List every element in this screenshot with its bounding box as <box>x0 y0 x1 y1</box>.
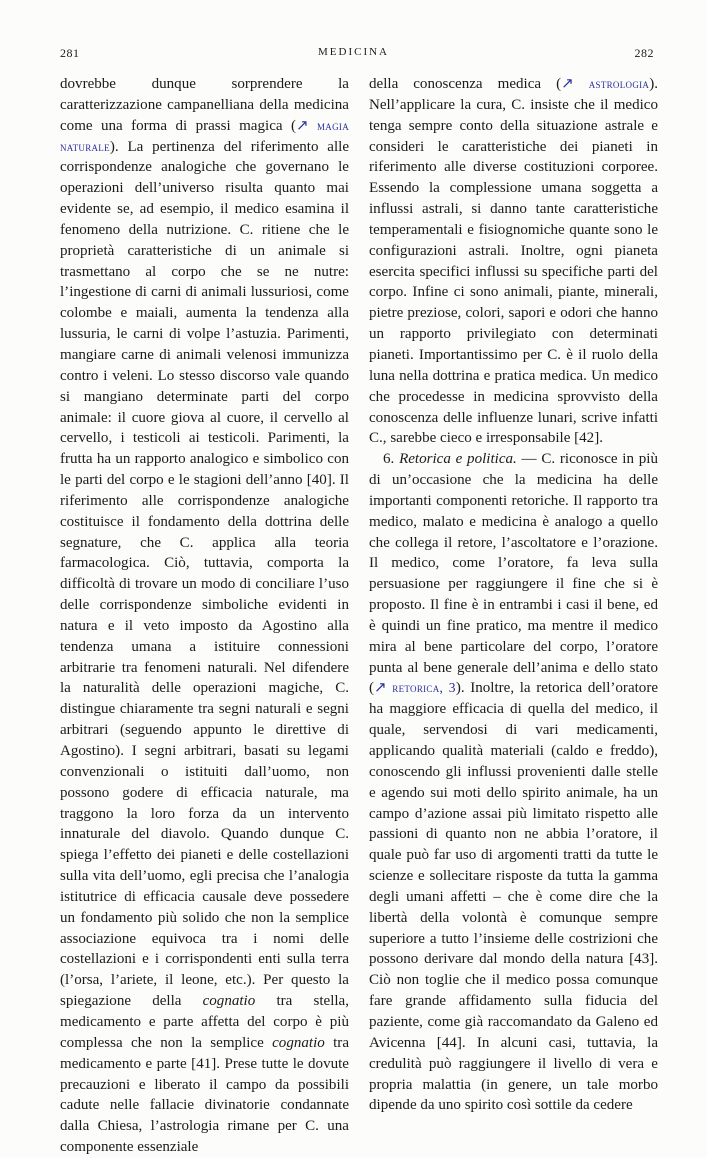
text-run: ). Nell’applicare la cura, C. insiste che il medico tenga sempre conto della situazione astrale e consideri le caratteristiche dei pianeti in riferimento alle diverse costituzioni corporee. Essendo la complessione umana soggetta a influssi astrali, si danno tante caratteristiche temperamentali e fisiognomiche quante sono le configurazioni astrali. Inoltre, ogni pianeta esercita specifici influssi su specifiche parti del corpo. Infine ci sono animali, piante, minerali, pietre preziose, colori, sapori e odori che hanno un rapporto privilegiato con determinati pianeti. Importantissimo per C. è il ruolo della luna nella dottrina e pratica medica. Un medico che procedesse in medicina sprovvisto della conoscenza delle influenze lunari, scrive infatti C., sarebbe cieco e irresponsabile [42]. <box>369 76 658 447</box>
section-number: 6. <box>383 451 395 468</box>
text-run: dovrebbe dunque sorprendere la caratterizzazione campanelliana della medicina come una forma di prassi magica ( <box>60 76 349 134</box>
arrow-icon: ↗ <box>374 680 387 697</box>
text-run: — C. riconosce in più di un’occasione che la medicina ha delle importanti componenti retoriche. Il rapporto tra medico, malato e medicina è analogo a quello che collega il retore, l’ascoltatore e l’orazione. Il medico, come l’oratore, fa leva sulla persuasione per raggiungere il fine che si è proposto. Il fine è in entrambi i casi il bene, ed è quindi un fine pratico, ma mentre il medico mira al bene particolare del corpo, l’oratore punta al bene generale dell’anima e dello stato ( <box>369 451 658 697</box>
text-run: tra stella, medicamento e parte affetta del corpo è più complessa che non la semplice <box>60 993 349 1051</box>
arrow-icon: ↗ <box>295 117 309 134</box>
cross-reference-link[interactable]: retorica, 3 <box>392 680 456 696</box>
page-number-left: 281 <box>60 46 80 60</box>
right-paragraph <box>369 74 658 449</box>
text-run: ). La pertinenza del riferimento alle corrispondenze analogiche che governano le operazioni dell’universo risulta quanto mai evidente se, ad esempio, il medico esamina il fenomeno della nutrizione. C. ritiene che le proprietà caratteristiche di un animale si trasmettano al corpo che se ne nutre: l’ingestione di carni di animali lussuriosi, come colombe e maiali, aumenta la tendenza alla lussuria, le carni di volpe l’astuzia. Parimenti, mangiare carne di animali velenosi immunizza contro i veleni. Lo stesso discorso vale quando si mangiano determinate parti del corpo animale: il cuore giova al cuore, il cervello al cervello, i testicoli ai testicoli. Parimenti, la frutta ha un rapporto analogico e simbolico con le parti del corpo e le stagioni dell’anno [40]. Il riferimento alle corrispondenze analogiche costituisce il fondamento della dottrina delle segnature, che C. applica alla teoria farmacologica. Ciò, tuttavia, comporta la difficoltà di trovare un modo di conciliare l’uso delle corrispondenze simboliche evidenti in natura e il veto imposto da Agostino alla tendenza umana a istituire connessioni arbitrarie tra fenomeni naturali. Nel difendere la naturalità delle operazioni magiche, C. distingue chiaramente tra segni naturali e segni arbitrari (seguendo appunto le direttive di Agostino). I segni arbitrari, basati su legami convenzionali o istituiti dall’uomo, non possono godere di efficacia naturale, ma traggono la loro forza da un intervento innaturale del diavolo. Quando dunque C. spiega l’effetto dei pianeti e delle costellazioni sulla vita dell’uomo, egli precisa che l’analogia istitutrice di efficacia causale deve possedere un fondamento più solido che non la semplice associazione equivoca tra i nomi delle costellazioni e i corrispondenti enti sulla terra (l’orsa, l’ariete, il leone, etc.). Per questo la spiegazione della <box>60 138 349 1010</box>
section-paragraph <box>369 449 658 1116</box>
italic-term: cognatio <box>272 1034 325 1051</box>
running-title: MEDICINA <box>318 46 389 58</box>
left-column <box>60 74 349 1158</box>
section-heading: Retorica e politica. <box>399 451 517 468</box>
text-run: della conoscenza medica ( <box>369 76 562 92</box>
left-paragraph <box>60 74 349 1158</box>
right-column <box>369 74 658 1116</box>
italic-term: cognatio <box>202 993 256 1010</box>
text-run: ). Inoltre, la retorica dell’oratore ha maggiore efficacia di quella del medico, il quale, servendosi di vari medicamenti, applicando qualità materiali (caldo e freddo), conoscendo gli influssi provenienti dalle stelle e agendo sui moti dello spirito animale, ha un campo d’azione assai più limitato rispetto alle passioni di quanto non ne abbia l’oratore, il quale può far uso di argomenti tratti da tutte le scienze e sollecitare risposte da tutta la gamma degli umani affetti – che è come dire che la libertà della volontà è comunque sempre superiore a tutto l’insieme delle costrizioni che possono derivare dal mondo della natura [43]. Ciò non toglie che il medico possa comunque fare grande affidamento sulla fiducia del paziente, come già raccomandato da Galeno ed Avicenna [44]. In alcuni casi, tuttavia, la credulità può raggiungere il livello di vera e propria malattia (in genere, un tale morbo dipende da uno spirito così sottile da cedere <box>369 680 659 1114</box>
arrow-icon: ↗ <box>561 76 574 92</box>
cross-reference-link[interactable]: magia naturale <box>60 117 349 154</box>
page-number-right: 282 <box>634 46 654 60</box>
cross-reference-link[interactable]: astrologia <box>588 76 650 91</box>
text-run: tra medicamento e parte [41]. Prese tutte le dovute precauzioni e liberato il campo da possibili cadute nelle fallacie divinatorie condannate dalla Chiesa, l’astrologia rimane per C. una componente essenziale <box>60 1034 349 1156</box>
